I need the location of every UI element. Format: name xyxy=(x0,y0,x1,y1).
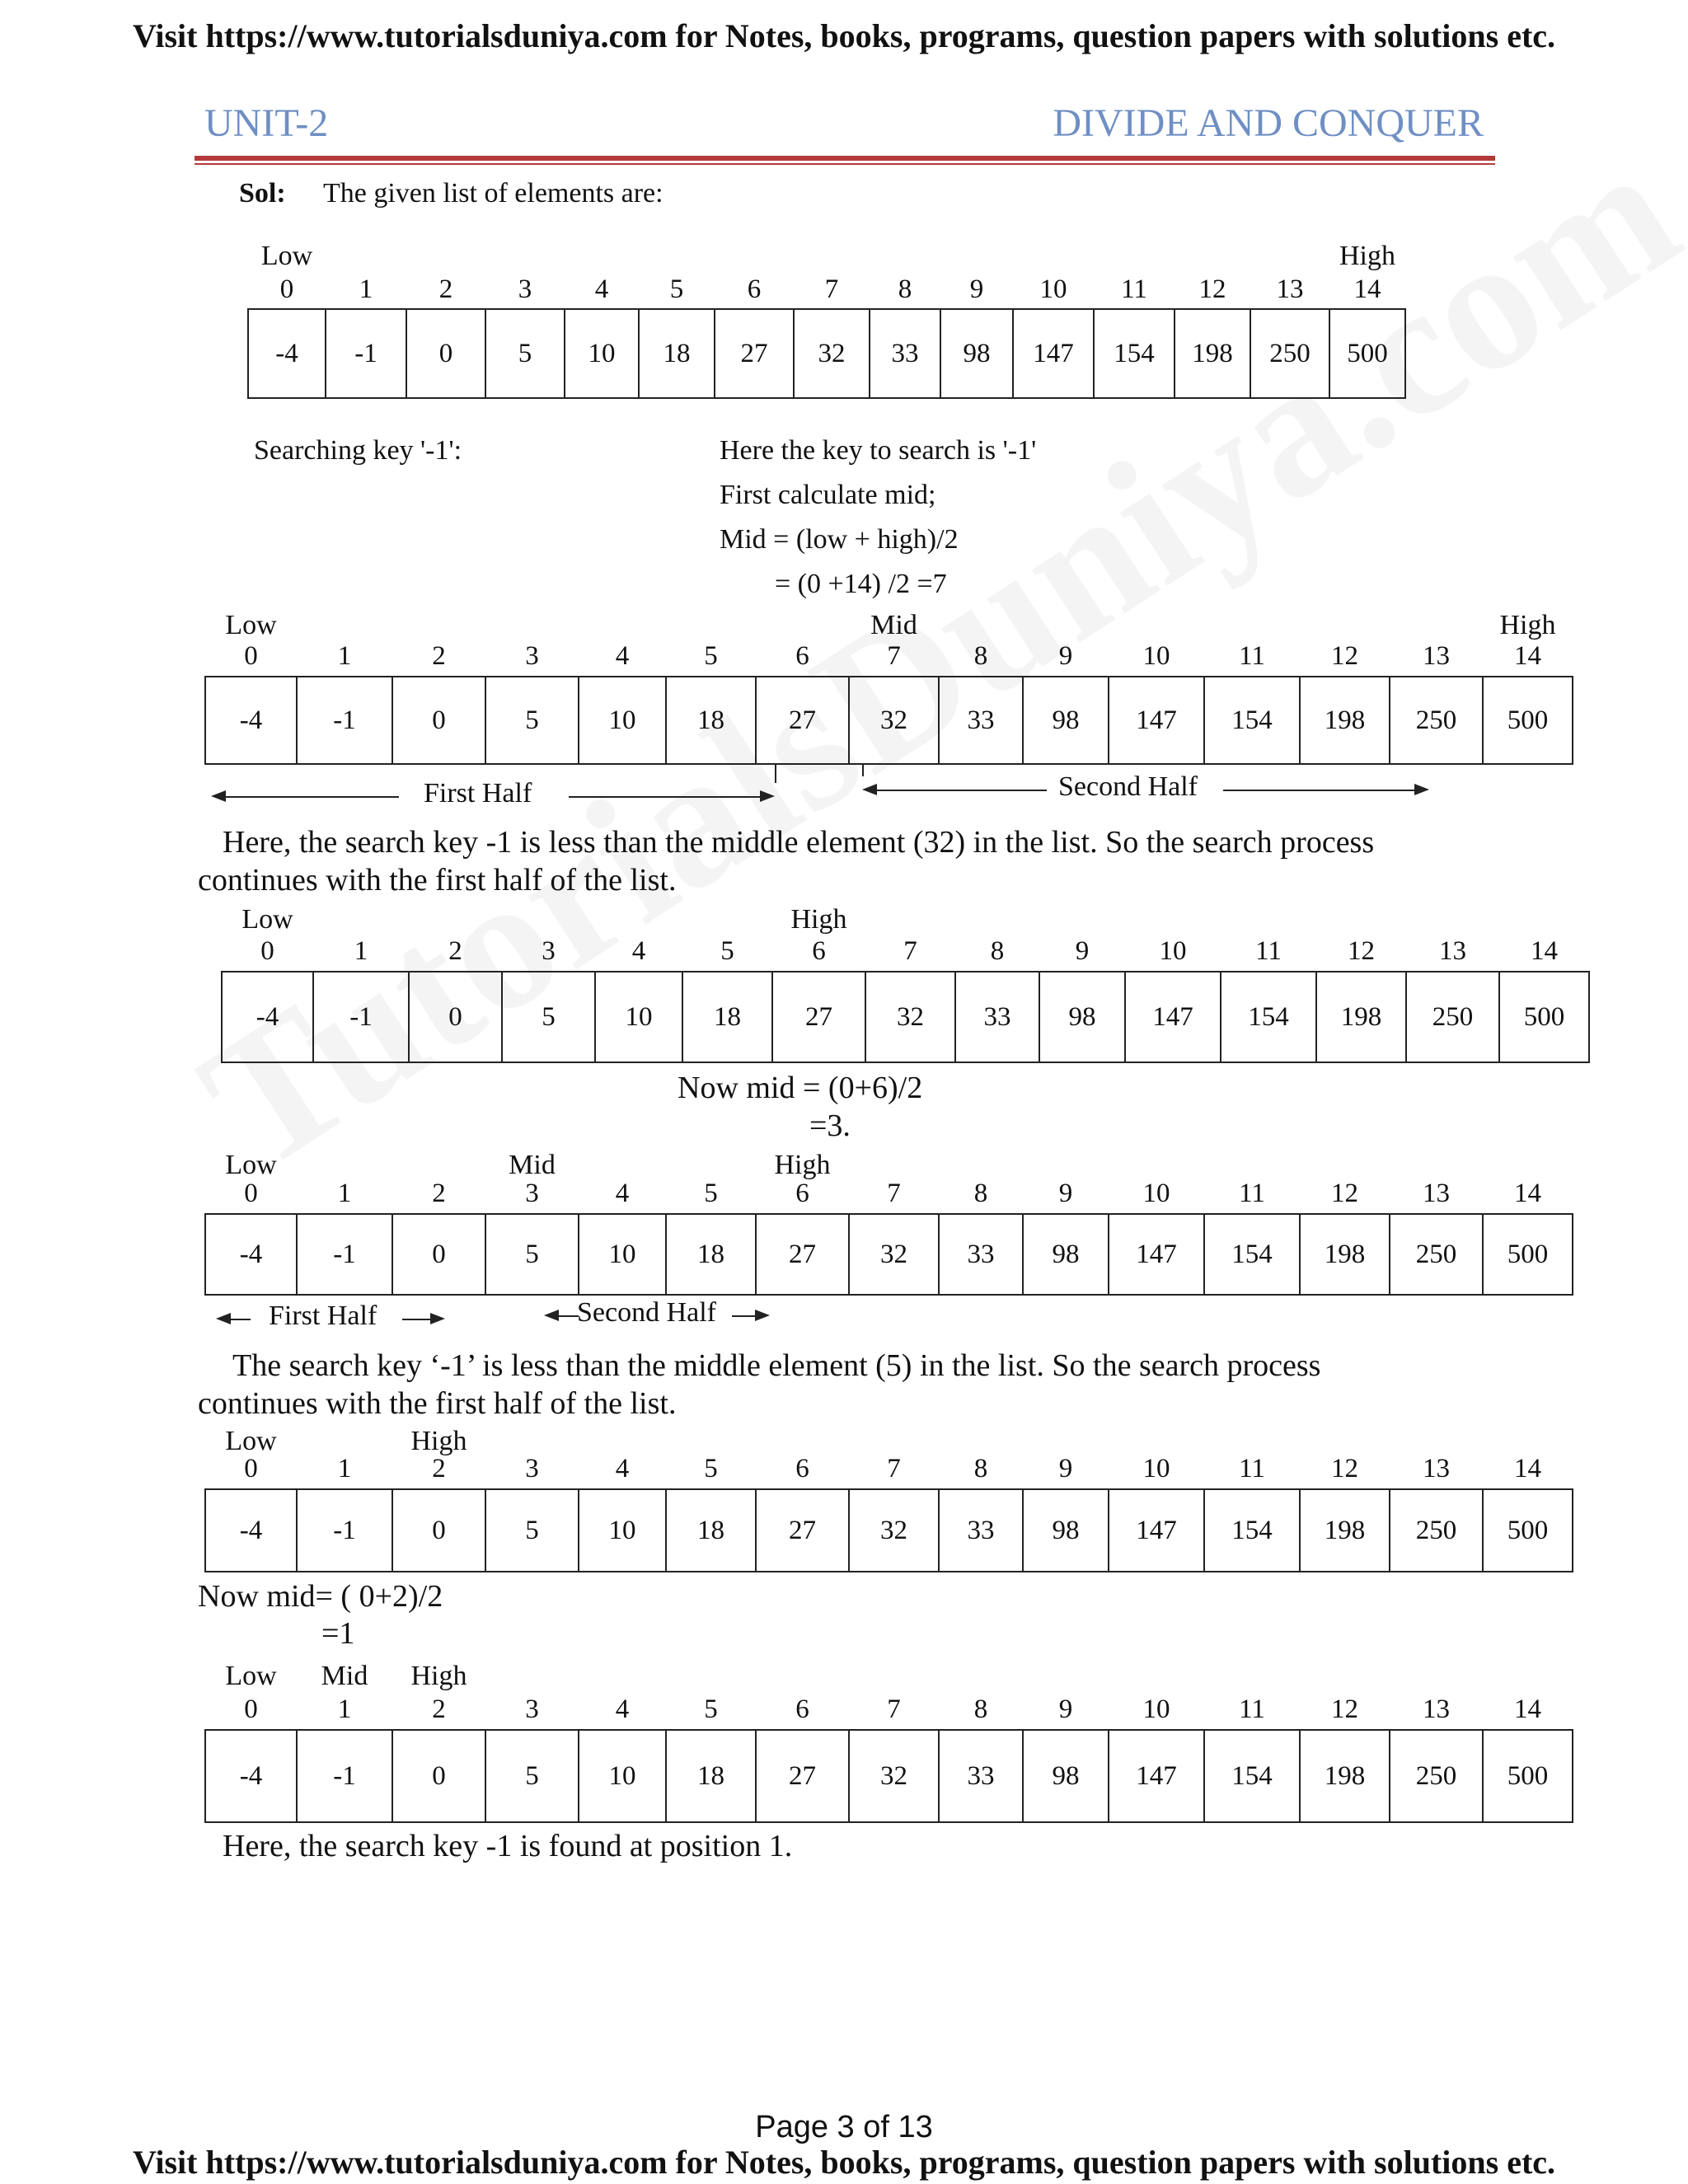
low-pointer-label: Low xyxy=(225,1661,277,1691)
index-label: 14 xyxy=(1514,641,1541,671)
index-label: 12 xyxy=(1331,641,1358,671)
index-label: 6 xyxy=(795,641,809,671)
index-label: 4 xyxy=(594,274,609,304)
header-rule xyxy=(195,156,1495,161)
array-cell: 5 xyxy=(501,971,596,1063)
array-cell: 147 xyxy=(1108,676,1205,765)
array-cell: 5 xyxy=(485,1729,579,1823)
index-label: 8 xyxy=(973,1454,988,1483)
page-number: Page 3 of 13 xyxy=(755,2110,933,2144)
index-label: 3 xyxy=(525,1179,539,1208)
array-mid3 xyxy=(204,1213,1573,1296)
array-cell: -4 xyxy=(204,1213,298,1296)
index-label: 7 xyxy=(824,274,839,304)
array-cell: 33 xyxy=(938,1213,1024,1296)
para2-line1: The search key ‘-1’ is less than the middle element (5) in the list. So the search process xyxy=(232,1348,1321,1383)
array-cell: 27 xyxy=(771,971,866,1063)
index-label: 11 xyxy=(1121,274,1147,304)
mid3-line1: Now mid= ( 0+2)/2 xyxy=(198,1579,443,1614)
index-label: 1 xyxy=(354,936,368,966)
array-cell: 250 xyxy=(1389,1213,1484,1296)
array-cell: 18 xyxy=(665,676,757,765)
array-cell: 250 xyxy=(1405,971,1500,1063)
array-mid7 xyxy=(204,676,1573,765)
index-label: 4 xyxy=(615,1179,630,1208)
first-half-arrow-line xyxy=(569,796,767,798)
index-label: 2 xyxy=(432,1179,446,1208)
index-label: 0 xyxy=(244,1454,258,1483)
array-mid1 xyxy=(204,1729,1573,1823)
index-label: 11 xyxy=(1239,1454,1265,1483)
index-label: 8 xyxy=(973,1694,988,1724)
index-label: 10 xyxy=(1142,641,1170,671)
array-cell: 33 xyxy=(954,971,1040,1063)
array-cell: 27 xyxy=(755,1488,850,1572)
index-label: 7 xyxy=(887,1179,901,1208)
array-cell: 98 xyxy=(1022,1213,1109,1296)
array-cell: 98 xyxy=(1022,676,1109,765)
array-cell: 18 xyxy=(665,1213,757,1296)
index-label: 10 xyxy=(1142,1454,1170,1483)
array-cell: 0 xyxy=(392,1488,486,1572)
index-label: 1 xyxy=(337,641,352,671)
array-cell: 500 xyxy=(1482,1729,1573,1823)
index-label: 12 xyxy=(1348,936,1375,966)
array-cell: -1 xyxy=(312,971,410,1063)
index-label: 12 xyxy=(1331,1454,1358,1483)
index-label: 2 xyxy=(438,274,453,304)
mid2-line2: =3. xyxy=(809,1108,851,1143)
low-pointer-label: Low xyxy=(260,241,313,271)
array-initial xyxy=(247,308,1406,399)
sol-text: The given list of elements are: xyxy=(323,178,663,209)
first-half-label: First Half xyxy=(424,778,532,808)
index-label: 6 xyxy=(812,936,826,966)
index-label: 7 xyxy=(887,1454,901,1483)
index-label: 2 xyxy=(432,1694,446,1724)
array-cell: 5 xyxy=(485,308,565,399)
high-pointer-label: High xyxy=(410,1426,467,1456)
array-cell: 198 xyxy=(1299,1729,1390,1823)
array-cell: 18 xyxy=(682,971,773,1063)
array-cell: -1 xyxy=(296,1488,393,1572)
index-label: 13 xyxy=(1439,936,1466,966)
array-cell: 198 xyxy=(1299,1488,1390,1572)
divider-tick xyxy=(862,765,864,776)
index-label: 13 xyxy=(1276,274,1304,304)
array-high2 xyxy=(204,1488,1573,1572)
array-cell: 32 xyxy=(848,1488,940,1572)
array-cell: 0 xyxy=(392,1729,486,1823)
array-cell: 27 xyxy=(714,308,795,399)
index-label: 2 xyxy=(448,936,462,966)
high-pointer-label: High xyxy=(1339,241,1395,271)
array-cell: 98 xyxy=(940,308,1014,399)
array-cell: 147 xyxy=(1108,1488,1205,1572)
calc-line-4: = (0 +14) /2 =7 xyxy=(775,569,947,599)
index-label: 3 xyxy=(525,641,539,671)
index-label: 11 xyxy=(1239,1179,1265,1208)
array-cell: 98 xyxy=(1022,1488,1109,1572)
para1-line1: Here, the search key -1 is less than the middle element (32) in the list. So the search process xyxy=(223,825,1375,860)
index-label: 3 xyxy=(542,936,556,966)
array-cell: 154 xyxy=(1203,1488,1301,1572)
index-label: 13 xyxy=(1423,1179,1450,1208)
index-label: 2 xyxy=(432,641,446,671)
arrow-left-icon xyxy=(544,1310,559,1321)
index-label: 6 xyxy=(795,1179,809,1208)
index-label: 10 xyxy=(1159,936,1187,966)
array-cell: 500 xyxy=(1329,308,1406,399)
index-label: 5 xyxy=(704,1454,718,1483)
first-half-arrow-line xyxy=(402,1319,432,1320)
index-label: 9 xyxy=(969,274,984,304)
array-cell: 500 xyxy=(1482,676,1573,765)
high-pointer-label: High xyxy=(1499,610,1556,640)
second-half-arrow-line xyxy=(867,790,1047,791)
index-label: 14 xyxy=(1514,1454,1541,1483)
array-cell: 198 xyxy=(1315,971,1407,1063)
index-label: 1 xyxy=(337,1179,352,1208)
array-cell: -1 xyxy=(325,308,407,399)
index-label: 11 xyxy=(1255,936,1282,966)
array-cell: 33 xyxy=(938,676,1024,765)
low-pointer-label: Low xyxy=(225,1426,277,1456)
array-cell: -4 xyxy=(204,1729,298,1823)
index-label: 13 xyxy=(1423,641,1450,671)
low-pointer-label: Low xyxy=(225,1150,277,1180)
mid2-line1: Now mid = (0+6)/2 xyxy=(678,1071,923,1105)
array-cell: 32 xyxy=(848,676,940,765)
index-label: 11 xyxy=(1239,1694,1265,1724)
index-label: 9 xyxy=(1058,641,1073,671)
array-cell: 147 xyxy=(1012,308,1095,399)
header-rule-thin xyxy=(195,163,1495,165)
array-cell: 10 xyxy=(564,308,640,399)
array-cell: 27 xyxy=(755,1213,850,1296)
arrow-left-icon xyxy=(862,784,877,795)
second-half-arrow-line xyxy=(1223,790,1421,791)
high-pointer-label: High xyxy=(790,904,847,935)
array-cell: 18 xyxy=(665,1488,757,1572)
mid3-line2: =1 xyxy=(321,1616,355,1651)
second-half-label: Second Half xyxy=(577,1297,717,1328)
index-label: 5 xyxy=(720,936,734,966)
index-label: 1 xyxy=(359,274,373,304)
array-cell: 250 xyxy=(1389,676,1484,765)
index-label: 5 xyxy=(669,274,684,304)
index-label: 0 xyxy=(244,641,258,671)
array-cell: 250 xyxy=(1389,1729,1484,1823)
array-cell: 98 xyxy=(1022,1729,1109,1823)
index-label: 0 xyxy=(260,936,274,966)
second-half-label: Second Half xyxy=(1058,771,1198,802)
index-label: 10 xyxy=(1039,274,1067,304)
array-cell: 154 xyxy=(1203,676,1301,765)
array-cell: 198 xyxy=(1299,1213,1390,1296)
index-label: 7 xyxy=(887,641,901,671)
array-cell: -4 xyxy=(247,308,326,399)
array-cell: -1 xyxy=(296,676,393,765)
index-label: 10 xyxy=(1142,1179,1170,1208)
arrow-right-icon xyxy=(430,1313,445,1324)
array-cell: 5 xyxy=(485,676,579,765)
index-label: 0 xyxy=(244,1694,258,1724)
chapter-title: DIVIDE AND CONQUER xyxy=(1053,101,1484,145)
unit-label: UNIT-2 xyxy=(204,101,329,145)
array-cell: 154 xyxy=(1203,1213,1301,1296)
index-label: 14 xyxy=(1353,274,1381,304)
array-cell: 10 xyxy=(578,1729,667,1823)
divider-tick xyxy=(775,765,776,783)
index-label: 3 xyxy=(518,274,532,304)
index-label: 13 xyxy=(1423,1454,1450,1483)
index-label: 6 xyxy=(747,274,762,304)
array-cell: 147 xyxy=(1108,1729,1205,1823)
top-banner: Visit https://www.tutorialsduniya.com for Notes, books, programs, question papers with solutions etc. xyxy=(132,17,1556,54)
high-pointer-label: High xyxy=(410,1661,467,1691)
low-pointer-label: Low xyxy=(225,610,277,640)
sol-label: Sol: xyxy=(239,178,286,209)
array-cell: 27 xyxy=(755,676,850,765)
arrow-left-icon xyxy=(211,790,226,802)
index-label: 0 xyxy=(244,1179,258,1208)
array-cell: 154 xyxy=(1220,971,1317,1063)
array-high6 xyxy=(221,971,1590,1063)
array-cell: 0 xyxy=(392,676,486,765)
array-cell: 154 xyxy=(1203,1729,1301,1823)
high-pointer-label: High xyxy=(774,1150,831,1180)
array-cell: 27 xyxy=(755,1729,850,1823)
arrow-left-icon xyxy=(216,1313,231,1324)
array-cell: 32 xyxy=(793,308,870,399)
array-cell: 18 xyxy=(665,1729,757,1823)
index-label: 7 xyxy=(887,1694,901,1724)
array-cell: 147 xyxy=(1108,1213,1205,1296)
index-label: 9 xyxy=(1075,936,1090,966)
index-label: 4 xyxy=(615,1694,630,1724)
index-label: 1 xyxy=(337,1454,352,1483)
index-label: 4 xyxy=(615,1454,630,1483)
array-cell: 32 xyxy=(865,971,956,1063)
index-label: 14 xyxy=(1531,936,1558,966)
array-cell: 198 xyxy=(1174,308,1251,399)
array-cell: -4 xyxy=(221,971,314,1063)
arrow-right-icon xyxy=(1414,784,1429,795)
array-cell: 500 xyxy=(1482,1213,1573,1296)
index-label: 9 xyxy=(1058,1694,1073,1724)
index-label: 4 xyxy=(615,641,630,671)
index-label: 14 xyxy=(1514,1694,1541,1724)
search-key-label: Searching key '-1': xyxy=(254,435,462,466)
array-cell: 98 xyxy=(1039,971,1126,1063)
para2-line2: continues with the first half of the list. xyxy=(198,1386,677,1421)
index-label: 4 xyxy=(631,936,646,966)
array-cell: 33 xyxy=(938,1729,1024,1823)
index-label: 12 xyxy=(1198,274,1226,304)
mid-pointer-label: Mid xyxy=(509,1150,556,1180)
first-half-label: First Half xyxy=(269,1301,377,1331)
calc-line-2: First calculate mid; xyxy=(720,480,936,510)
arrow-right-icon xyxy=(755,1310,770,1321)
array-cell: 32 xyxy=(848,1729,940,1823)
calc-line-3: Mid = (low + high)/2 xyxy=(720,524,959,555)
index-label: 6 xyxy=(795,1694,809,1724)
array-cell: 5 xyxy=(485,1213,579,1296)
index-label: 5 xyxy=(704,1179,718,1208)
array-cell: -4 xyxy=(204,676,298,765)
array-cell: 0 xyxy=(408,971,503,1063)
index-label: 14 xyxy=(1514,1179,1541,1208)
array-cell: 147 xyxy=(1124,971,1221,1063)
mid-pointer-label: Mid xyxy=(321,1661,368,1691)
array-cell: 10 xyxy=(578,676,667,765)
calc-line-1: Here the key to search is '-1' xyxy=(720,435,1037,466)
index-label: 7 xyxy=(903,936,917,966)
array-cell: 33 xyxy=(869,308,941,399)
array-cell: 198 xyxy=(1299,676,1390,765)
index-label: 13 xyxy=(1423,1694,1450,1724)
array-cell: 0 xyxy=(392,1213,486,1296)
conclusion: Here, the search key -1 is found at position 1. xyxy=(223,1829,793,1863)
array-cell: 10 xyxy=(578,1213,667,1296)
array-cell: -4 xyxy=(204,1488,298,1572)
array-cell: 154 xyxy=(1093,308,1175,399)
array-cell: 10 xyxy=(578,1488,667,1572)
index-label: 5 xyxy=(704,1694,718,1724)
array-cell: 33 xyxy=(938,1488,1024,1572)
bottom-banner: Visit https://www.tutorialsduniya.com for Notes, books, programs, question papers with solutions etc. xyxy=(132,2144,1556,2181)
array-cell: 18 xyxy=(638,308,715,399)
index-label: 3 xyxy=(525,1694,539,1724)
array-cell: -1 xyxy=(296,1213,393,1296)
first-half-arrow-line xyxy=(216,796,399,798)
index-label: 5 xyxy=(704,641,718,671)
index-label: 2 xyxy=(432,1454,446,1483)
index-label: 6 xyxy=(795,1454,809,1483)
array-cell: 32 xyxy=(848,1213,940,1296)
index-label: 12 xyxy=(1331,1694,1358,1724)
array-cell: 250 xyxy=(1250,308,1330,399)
array-cell: 10 xyxy=(594,971,683,1063)
array-cell: -1 xyxy=(296,1729,393,1823)
index-label: 9 xyxy=(1058,1454,1073,1483)
index-label: 8 xyxy=(973,1179,988,1208)
index-label: 9 xyxy=(1058,1179,1073,1208)
array-cell: 500 xyxy=(1498,971,1590,1063)
second-half-arrow-line xyxy=(732,1315,757,1317)
index-label: 12 xyxy=(1331,1179,1358,1208)
index-label: 3 xyxy=(525,1454,539,1483)
index-label: 8 xyxy=(973,641,988,671)
low-pointer-label: Low xyxy=(241,904,293,935)
index-label: 11 xyxy=(1239,641,1265,671)
array-cell: 5 xyxy=(485,1488,579,1572)
index-label: 1 xyxy=(337,1694,352,1724)
para1-line2: continues with the first half of the list. xyxy=(198,863,677,898)
array-cell: 0 xyxy=(406,308,486,399)
index-label: 8 xyxy=(990,936,1005,966)
index-label: 10 xyxy=(1142,1694,1170,1724)
arrow-right-icon xyxy=(760,790,775,802)
index-label: 0 xyxy=(279,274,294,304)
mid-pointer-label: Mid xyxy=(870,610,917,640)
array-cell: 250 xyxy=(1389,1488,1484,1572)
index-label: 8 xyxy=(898,274,912,304)
array-cell: 500 xyxy=(1482,1488,1573,1572)
